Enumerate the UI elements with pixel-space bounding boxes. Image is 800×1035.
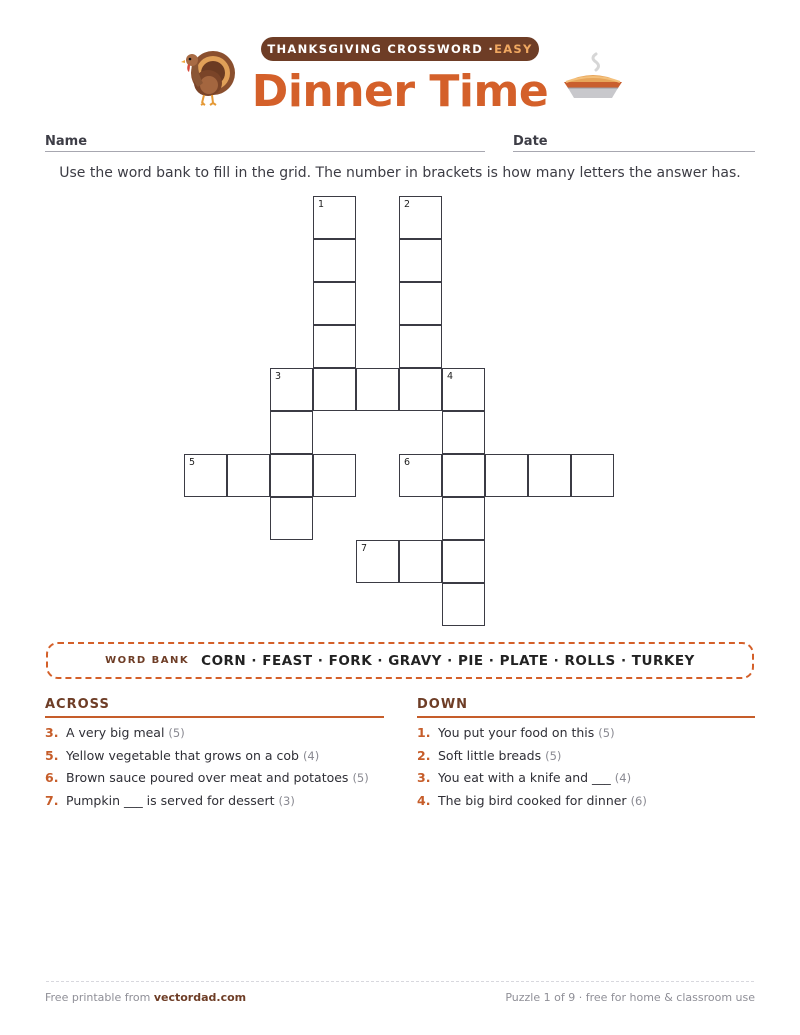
puzzle-category-badge <box>261 37 539 61</box>
clue-num: 7. <box>45 793 59 809</box>
down-clues <box>417 722 757 813</box>
grid-cell[interactable] <box>442 454 485 497</box>
date-label: Date <box>513 134 548 149</box>
letter-count: (4) <box>302 748 320 763</box>
grid-cell[interactable] <box>442 411 485 454</box>
grid-cell[interactable] <box>313 368 356 411</box>
grid-cell[interactable] <box>399 196 442 239</box>
clue-item <box>45 745 385 768</box>
footer-divider <box>46 981 754 982</box>
letter-count: (5) <box>545 748 562 763</box>
word-bank-words: CORN · FEAST · FORK · GRAVY · PIE · PLATE · ROLLS · TURKEY <box>201 652 695 669</box>
clue-item <box>417 745 757 768</box>
letter-count: (5) <box>168 726 185 740</box>
clue-item <box>45 790 385 813</box>
clue-num: 3. <box>417 770 431 786</box>
grid-cell[interactable] <box>184 454 227 497</box>
footer-credit-prefix: Free printable from <box>45 991 154 1004</box>
grid-cell[interactable] <box>270 497 313 540</box>
footer-credit <box>45 991 246 1004</box>
grid-cell[interactable] <box>356 540 399 583</box>
clue-num: 3. <box>45 725 59 740</box>
grid-cell[interactable] <box>399 540 442 583</box>
clue-item <box>417 767 757 790</box>
across-heading: ACROSS <box>45 697 110 712</box>
pie-icon <box>560 48 626 106</box>
grid-cell[interactable] <box>442 583 485 626</box>
grid-cell[interactable] <box>313 282 356 325</box>
clue-text: You put your food on this <box>438 725 595 740</box>
clue-text: Soft little breads <box>438 747 542 763</box>
grid-cell[interactable] <box>571 454 614 497</box>
clue-item <box>45 767 385 790</box>
clue-number: 3 <box>275 371 282 382</box>
letter-count: (6) <box>630 794 647 809</box>
clue-num: 2. <box>417 747 431 763</box>
across-clues <box>45 722 385 813</box>
clue-num: 1. <box>417 725 431 740</box>
name-field[interactable] <box>45 151 485 152</box>
clue-text: A very big meal <box>66 725 165 740</box>
clue-number: 4 <box>447 371 454 382</box>
clue-num: 5. <box>45 747 59 763</box>
difficulty-label: EASY <box>494 42 533 56</box>
grid-cell[interactable] <box>399 325 442 368</box>
word-bank <box>46 642 754 679</box>
letter-count: (5) <box>598 726 615 740</box>
grid-cell[interactable] <box>356 368 399 411</box>
clue-num: 4. <box>417 793 431 809</box>
grid-cell[interactable] <box>227 454 270 497</box>
grid-cell[interactable] <box>399 454 442 497</box>
grid-cell[interactable] <box>528 454 571 497</box>
clue-number: 1 <box>318 199 325 210</box>
grid-cell[interactable] <box>313 239 356 282</box>
grid-cell[interactable] <box>399 282 442 325</box>
clue-number: 5 <box>189 457 196 468</box>
clue-item <box>45 722 385 745</box>
grid-cell[interactable] <box>313 454 356 497</box>
word-bank-label: WORD BANK <box>105 655 190 666</box>
clue-number: 6 <box>404 457 411 468</box>
clue-num: 6. <box>45 770 59 786</box>
clue-text: Yellow vegetable that grows on a cob <box>66 747 299 763</box>
clue-text: Brown sauce poured over meat and potatoes <box>66 770 349 786</box>
grid-cell[interactable] <box>313 196 356 239</box>
clue-text: The big bird cooked for dinner <box>438 793 627 809</box>
date-field[interactable] <box>513 151 755 152</box>
down-divider <box>417 716 755 718</box>
clue-item <box>417 790 757 813</box>
badge-text: THANKSGIVING CROSSWORD · <box>267 42 495 56</box>
name-label: Name <box>45 134 88 149</box>
letter-count: (3) <box>278 794 295 809</box>
grid-cell[interactable] <box>399 368 442 411</box>
page-title: Dinner Time <box>251 66 549 117</box>
grid-cell[interactable] <box>485 454 528 497</box>
grid-cell[interactable] <box>270 411 313 454</box>
grid-cell[interactable] <box>442 497 485 540</box>
instructions: Use the word bank to fill in the grid. The number in brackets is how many letters the answer has. <box>59 165 741 181</box>
across-divider <box>45 716 384 718</box>
clue-number: 2 <box>404 199 411 210</box>
letter-count: (5) <box>352 771 369 786</box>
clue-text: Pumpkin ___ is served for dessert <box>66 793 275 809</box>
letter-count: (4) <box>614 771 632 786</box>
clue-item <box>417 722 757 745</box>
grid-cell[interactable] <box>313 325 356 368</box>
grid-cell[interactable] <box>442 368 485 411</box>
footer-site-link[interactable]: vectordad.com <box>153 991 247 1004</box>
grid-cell[interactable] <box>270 368 313 411</box>
down-heading: DOWN <box>417 697 469 712</box>
footer-puzzle-info: Puzzle 1 of 9 · free for home & classroom use <box>505 991 755 1004</box>
grid-cell[interactable] <box>442 540 485 583</box>
grid-cell[interactable] <box>270 454 313 497</box>
clue-text: You eat with a knife and ___ <box>438 770 611 786</box>
clue-number: 7 <box>361 543 368 554</box>
grid-cell[interactable] <box>399 239 442 282</box>
